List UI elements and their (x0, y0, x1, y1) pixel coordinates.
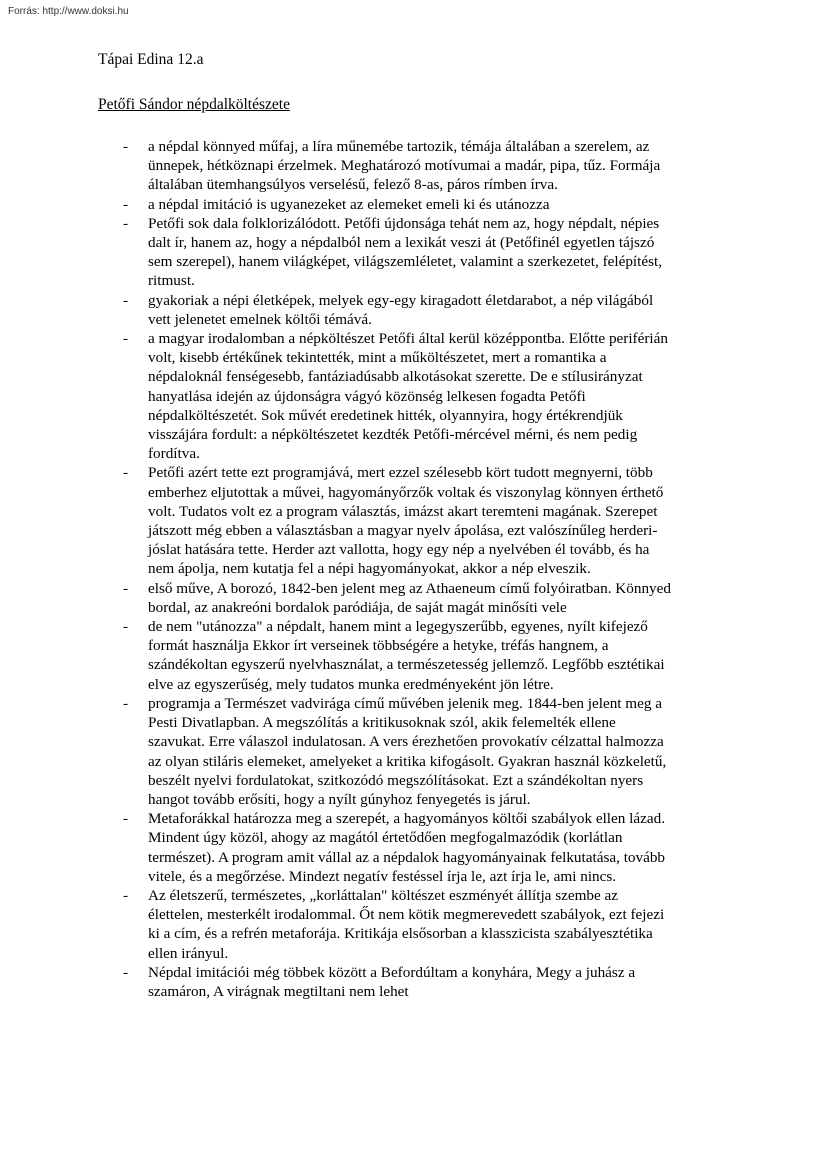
list-item-line: hanyatlása idején az újdonságra vágyó közönség lelkesen fogadta Petőfi (148, 387, 586, 405)
list-item-line: nem ápolja, nem kutatja fel a népi hagyományokat, akkor a nép elveszik. (148, 560, 591, 578)
list-item-line: Metaforákkal határozza meg a szerepét, a hagyományos költői szabályok ellen lázad. (148, 810, 665, 828)
list-item (0, 809, 715, 886)
list-item-line: vett jelenetet emelnek költői témává. (148, 310, 372, 328)
list-item-line: szavukat. Erre válaszol indulatosan. A vers érezhetően provokatív célzattal halmozza (148, 733, 664, 751)
author-name: Tápai Edina 12.a (98, 51, 204, 68)
list-item-line: hangot tovább erősíti, hogy a nyílt gúnyhoz fenyegetés is járul. (148, 790, 531, 808)
bullet-dash: - (123, 963, 129, 981)
list-item (0, 195, 715, 214)
list-item-line: de nem "utánozza" a népdalt, hanem mint a legegyszerűbb, egyenes, nyílt kifejező (148, 618, 648, 636)
list-item-line: sem szerepel), hanem világképet, világszemléletet, valamint a szerkezetet, felépítést, (148, 253, 663, 271)
list-item-line: vitele, és a megőrzése. Mindezt negatív festéssel írja le, azt írja le, ami nincs. (148, 867, 617, 885)
bullet-dash: - (123, 618, 129, 636)
list-item-line: ünnepek, hétköznapi érzelmek. Meghatározó motívumai a madár, pipa, tűz. Formája (148, 157, 661, 175)
bullet-list (0, 137, 827, 1001)
bullet-dash: - (123, 214, 129, 232)
list-item-line: az olyan stiláris elemeket, amelyeket a kritika kifogásolt. Gyakran használ közkeletű, (148, 752, 667, 770)
list-item-line: első műve, A borozó, 1842-ben jelent meg az Athaeneum című folyóiratban. Könnyed (148, 579, 671, 597)
list-item-line: ki a cím, és a refrén metaforája. Kritikája elsősorban a klasszicista szabályesztétika (148, 925, 653, 943)
list-item (0, 291, 715, 329)
list-item-line: természet). A program amit vállal az a népdalok hagyományainak felkutatása, tovább (148, 848, 666, 866)
list-item-line: népdaloknál fenségesebb, fantáziadúsabb alkotásokat szerette. De e stílusirányzat (148, 368, 643, 386)
list-item-line: játszott még ebben a választásban a magyar nyelv ápolása, ezt valószínűleg herderi- (148, 522, 658, 540)
list-item (0, 617, 715, 694)
bullet-dash: - (123, 195, 129, 213)
list-item-line: Pesti Divatlapban. A megszólítás a kritikusoknak szól, akik felemelték ellene (148, 714, 616, 732)
list-item-line: a magyar irodalomban a népköltészet Petőfi által kerül középpontba. Előtte periférián (148, 330, 668, 348)
list-item-line: ellen irányul. (148, 944, 229, 962)
list-item-line: formát használja Ekkor írt verseinek többségére a hetyke, tréfás hangnem, a (148, 637, 609, 655)
list-item-line: visszájára fordult: a népköltészetet kezdték Petőfi-mércével mérni, és nem pedig (148, 426, 638, 444)
bullet-dash: - (123, 694, 129, 712)
list-item (0, 329, 715, 463)
bullet-dash: - (123, 579, 129, 597)
list-item-line: szamáron, A virágnak megtiltani nem lehet (148, 982, 409, 1000)
list-item-line: bordal, az anakreóni bordalok paródiája, de saját magát minősíti vele (148, 598, 567, 616)
list-item-line: volt. Tudatos volt ez a program választás, imázst akart teremteni magának. Szerepet (148, 502, 658, 520)
list-item-line: Petőfi azért tette ezt programjává, mert ezzel szélesebb kört tudott megnyerni, több (148, 464, 653, 482)
list-item (0, 214, 715, 291)
list-item-line: Az életszerű, természetes, „korláttalan" költészet eszményét állítja szembe az (148, 886, 619, 904)
list-item-line: népdalköltészetét. Sok művét eredetinek hitték, olyannyira, hogy értékrendjük (148, 406, 623, 424)
bullet-dash: - (123, 330, 129, 348)
bullet-dash: - (123, 464, 129, 482)
bullet-dash: - (123, 291, 129, 309)
list-item-line: ritmust. (148, 272, 195, 290)
list-item (0, 463, 715, 578)
list-item-line: általában ütemhangsúlyos verselésű, felező 8-as, páros rímben írva. (148, 176, 558, 194)
list-item-line: dalt ír, hanem az, hogy a népdalból nem a lexikát veszi át (Petőfinél egyetlen tájszó (148, 234, 655, 252)
bullet-dash: - (123, 810, 129, 828)
list-item-line: programja a Természet vadvirága című művében jelenik meg. 1844-ben jelent meg a (148, 694, 662, 712)
list-item-line: gyakoriak a népi életképek, melyek egy-egy kiragadott életdarabot, a nép világából (148, 291, 654, 309)
list-item-line: Népdal imitációi még többek között a Befordúltam a konyhára, Megy a juhász a (148, 963, 636, 981)
list-item-line: élettelen, mesterkélt irodalommal. Őt nem kötik megmerevedett szabályok, ezt fejezi (148, 906, 665, 924)
bullet-dash: - (123, 138, 129, 155)
page-title: Petőfi Sándor népdalköltészete (98, 96, 290, 113)
source-watermark: Forrás: http://www.doksi.hu (8, 6, 129, 17)
list-item (0, 963, 715, 1001)
list-item-line: jóslat hatására tette. Herder azt vallotta, hogy egy nép a nyelvében él tovább, és ha (148, 541, 650, 559)
list-item-line: beszélt nyelvi fordulatokat, szitkozódó megszólításokat. Ezt a szándékoltan nyers (148, 771, 644, 789)
list-item-line: a népdal imitáció is ugyanezeket az elemeket emeli ki és utánozza (148, 195, 550, 213)
list-item-line: volt, kisebb értékűnek tekintették, mint a műköltészetet, mert a romantika a (148, 349, 607, 367)
list-item-line: szándékoltan egyszerű nyelvhasználat, a természetesség jellemző. Legfőbb esztétikai (148, 656, 665, 674)
list-item-line: a népdal könnyed műfaj, a líra műnemébe tartozik, témája általában a szerelem, az (148, 138, 650, 155)
list-item (0, 137, 715, 195)
bullet-dash: - (123, 886, 129, 904)
list-item (0, 579, 715, 617)
list-item-line: Mindent úgy közöl, ahogy az magától értetődően megfogalmazódik (korlátlan (148, 829, 623, 847)
list-item (0, 886, 715, 963)
list-item-line: emberhez eljutottak a művei, hagyományőrzők voltak és viszonylag könnyen érthető (148, 483, 664, 501)
list-item-line: elve az egyszerűség, mely tudatos munka eredményeként jön létre. (148, 675, 554, 693)
list-item (0, 694, 715, 809)
list-item-line: Petőfi sok dala folklorizálódott. Petőfi újdonsága tehát nem az, hogy népdalt, népies (148, 214, 660, 232)
list-item-line: fordítva. (148, 445, 200, 463)
